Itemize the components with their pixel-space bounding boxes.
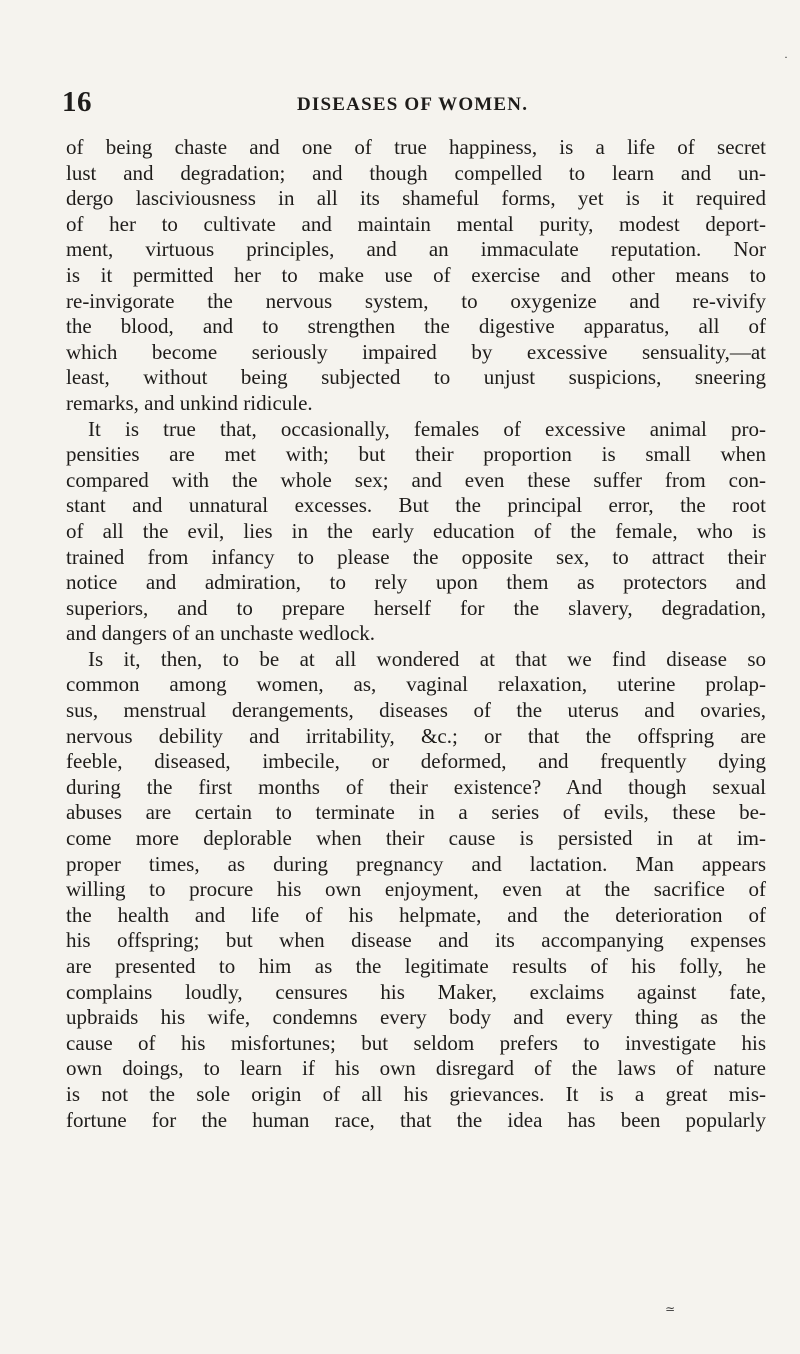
text-line: are presented to him as the legitimate results of his folly, he — [66, 954, 766, 978]
text-line: his offspring; but when disease and its accompanying expenses — [66, 928, 766, 953]
text-line: notice and admiration, to rely upon them as protectors and — [66, 570, 766, 595]
text-line: own doings, to learn if his own disregard of the laws of nature — [66, 1056, 766, 1081]
text-line: fortune for the human race, that the idea has been popularly — [66, 1107, 766, 1132]
text-line: least, without being subjected to unjust suspicions, sneering — [66, 365, 766, 390]
text-line: stant and unnatural excesses. But the principal error, the root — [66, 493, 766, 518]
page-number: 16 — [62, 86, 92, 118]
text-line: of her to cultivate and maintain mental purity, modest deport- — [66, 211, 766, 236]
text-line: re-invigorate the nervous system, to oxygenize and re-vivify — [66, 288, 766, 313]
text-line: sus, menstrual derangements, diseases of the uterus and ovaries, — [66, 698, 766, 723]
text-line: and dangers of an unchaste wedlock. — [66, 621, 376, 646]
text-line: proper times, as during pregnancy and lactation. Man appears — [66, 851, 766, 876]
text-line: pensities are met with; but their proportion is small when — [66, 442, 766, 467]
text-line: willing to procure his own enjoyment, even at the sacrifice of — [66, 877, 766, 902]
page-header — [62, 86, 762, 126]
printer-mark: ≃ — [665, 1302, 676, 1316]
text-line: Is it, then, to be at all wondered at that we find disease so — [88, 646, 766, 671]
text-line: during the first months of their existence? And though sexual — [66, 774, 766, 799]
text-line: complains loudly, censures his Maker, exclaims against fate, — [66, 979, 766, 1004]
text-line: superiors, and to prepare herself for the slavery, degradation, — [66, 595, 766, 620]
text-line: come more deplorable when their cause is persisted in at im- — [66, 826, 766, 851]
text-line: is not the sole origin of all his grievances. It is a great mis- — [66, 1081, 766, 1106]
text-line: It is true that, occasionally, females of excessive animal pro- — [88, 416, 766, 441]
text-line: the blood, and to strengthen the digestive apparatus, all of — [66, 314, 766, 339]
text-line: dergo lasciviousness in all its shameful forms, yet is it required — [66, 186, 766, 211]
text-line: of all the evil, lies in the early education of the female, who is — [66, 518, 766, 543]
margin-mark: · — [784, 50, 788, 64]
text-line: compared with the whole sex; and even these suffer from con- — [66, 467, 766, 492]
text-line: is it permitted her to make use of exercise and other means to — [66, 262, 766, 287]
text-line: common among women, as, vaginal relaxation, uterine prolap- — [66, 672, 766, 697]
text-line: upbraids his wife, condemns every body and every thing as the — [66, 1005, 766, 1030]
text-line: feeble, diseased, imbecile, or deformed, and frequently dying — [66, 749, 766, 774]
text-line: nervous debility and irritability, &c.; or that the offspring are — [66, 723, 766, 748]
text-line: the health and life of his helpmate, and the deterioration of — [66, 902, 766, 927]
text-line: trained from infancy to please the opposite sex, to attract their — [66, 544, 766, 569]
running-head: DISEASES OF WOMEN. — [297, 94, 529, 115]
text-line: of being chaste and one of true happiness, is a life of secret — [66, 135, 766, 159]
text-line: lust and degradation; and though compelled to learn and un- — [66, 160, 766, 185]
text-line: cause of his misfortunes; but seldom prefers to investigate his — [66, 1030, 766, 1055]
text-line: remarks, and unkind ridicule. — [66, 390, 313, 415]
body-text — [66, 135, 766, 1133]
text-line: which become seriously impaired by excessive sensuality,—at — [66, 339, 766, 364]
text-line: ment, virtuous principles, and an immaculate reputation. Nor — [66, 237, 766, 262]
text-line: abuses are certain to terminate in a series of evils, these be- — [66, 800, 766, 825]
